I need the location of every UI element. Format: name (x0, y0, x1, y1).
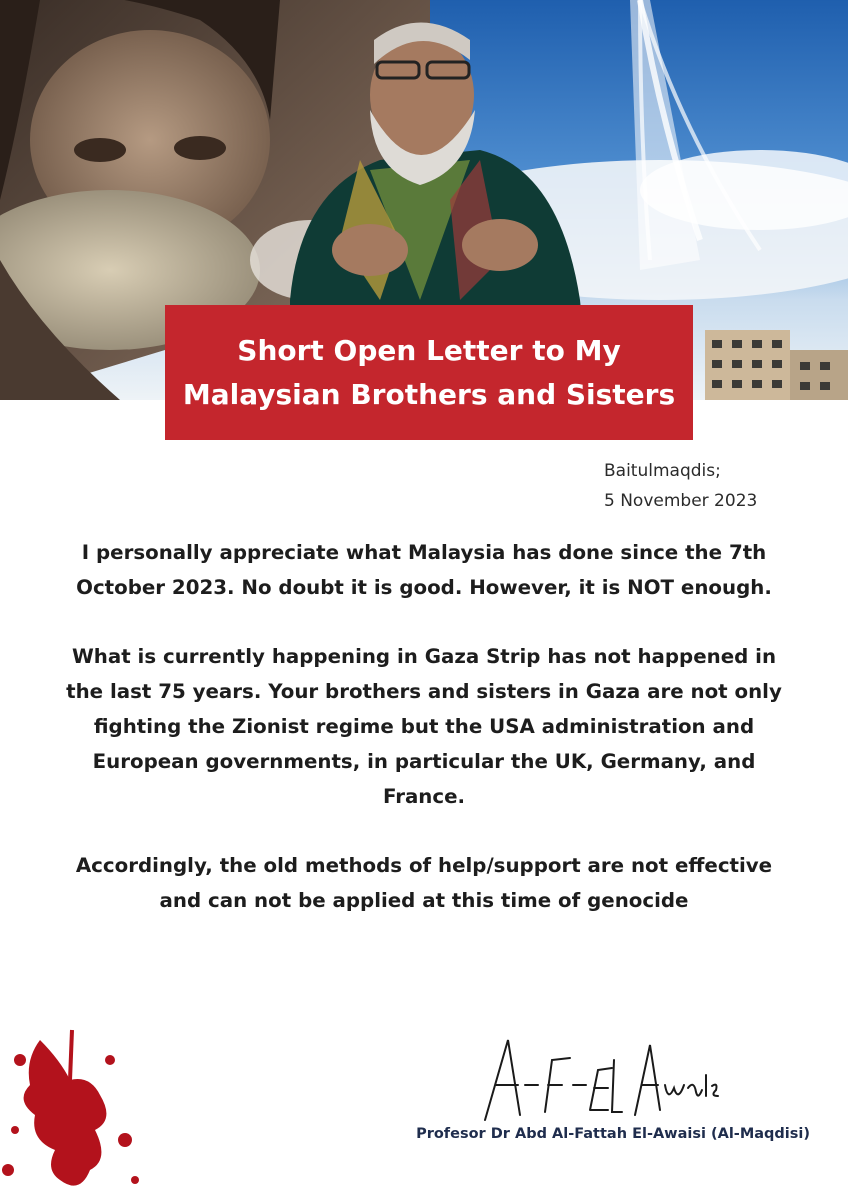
paragraph-1: I personally appreciate what Malaysia has done since the 7th October 2023. No doubt it is good. However, it is NOT enough. (76, 541, 772, 599)
dateline (604, 456, 834, 516)
paragraph-3: Accordingly, the old methods of help/support are not effective and can not be applied at this time of genocide (75, 854, 773, 912)
dateline-place: Baitulmaqdis; (604, 461, 721, 481)
paragraph-2: What is currently happening in Gaza Strip has not happened in the last 75 years. Your brothers and sisters in Gaza are not only fighting the Zionist regime but the USA administration and European governments, in particular the UK, Germany, and France. (66, 645, 782, 808)
title-line-2: Malaysian Brothers and Sisters (182, 377, 676, 411)
title-banner (165, 305, 693, 440)
dateline-date: 5 November 2023 (604, 491, 758, 511)
signatory-name: Profesor Dr Abd Al-Fattah El-Awaisi (Al-Maqdisi) (416, 1126, 810, 1142)
title-line-1: Short Open Letter to My (237, 333, 621, 367)
letter-body (60, 535, 788, 952)
blood-splatter-decoration (0, 1020, 150, 1200)
handwritten-signature (470, 1030, 730, 1125)
